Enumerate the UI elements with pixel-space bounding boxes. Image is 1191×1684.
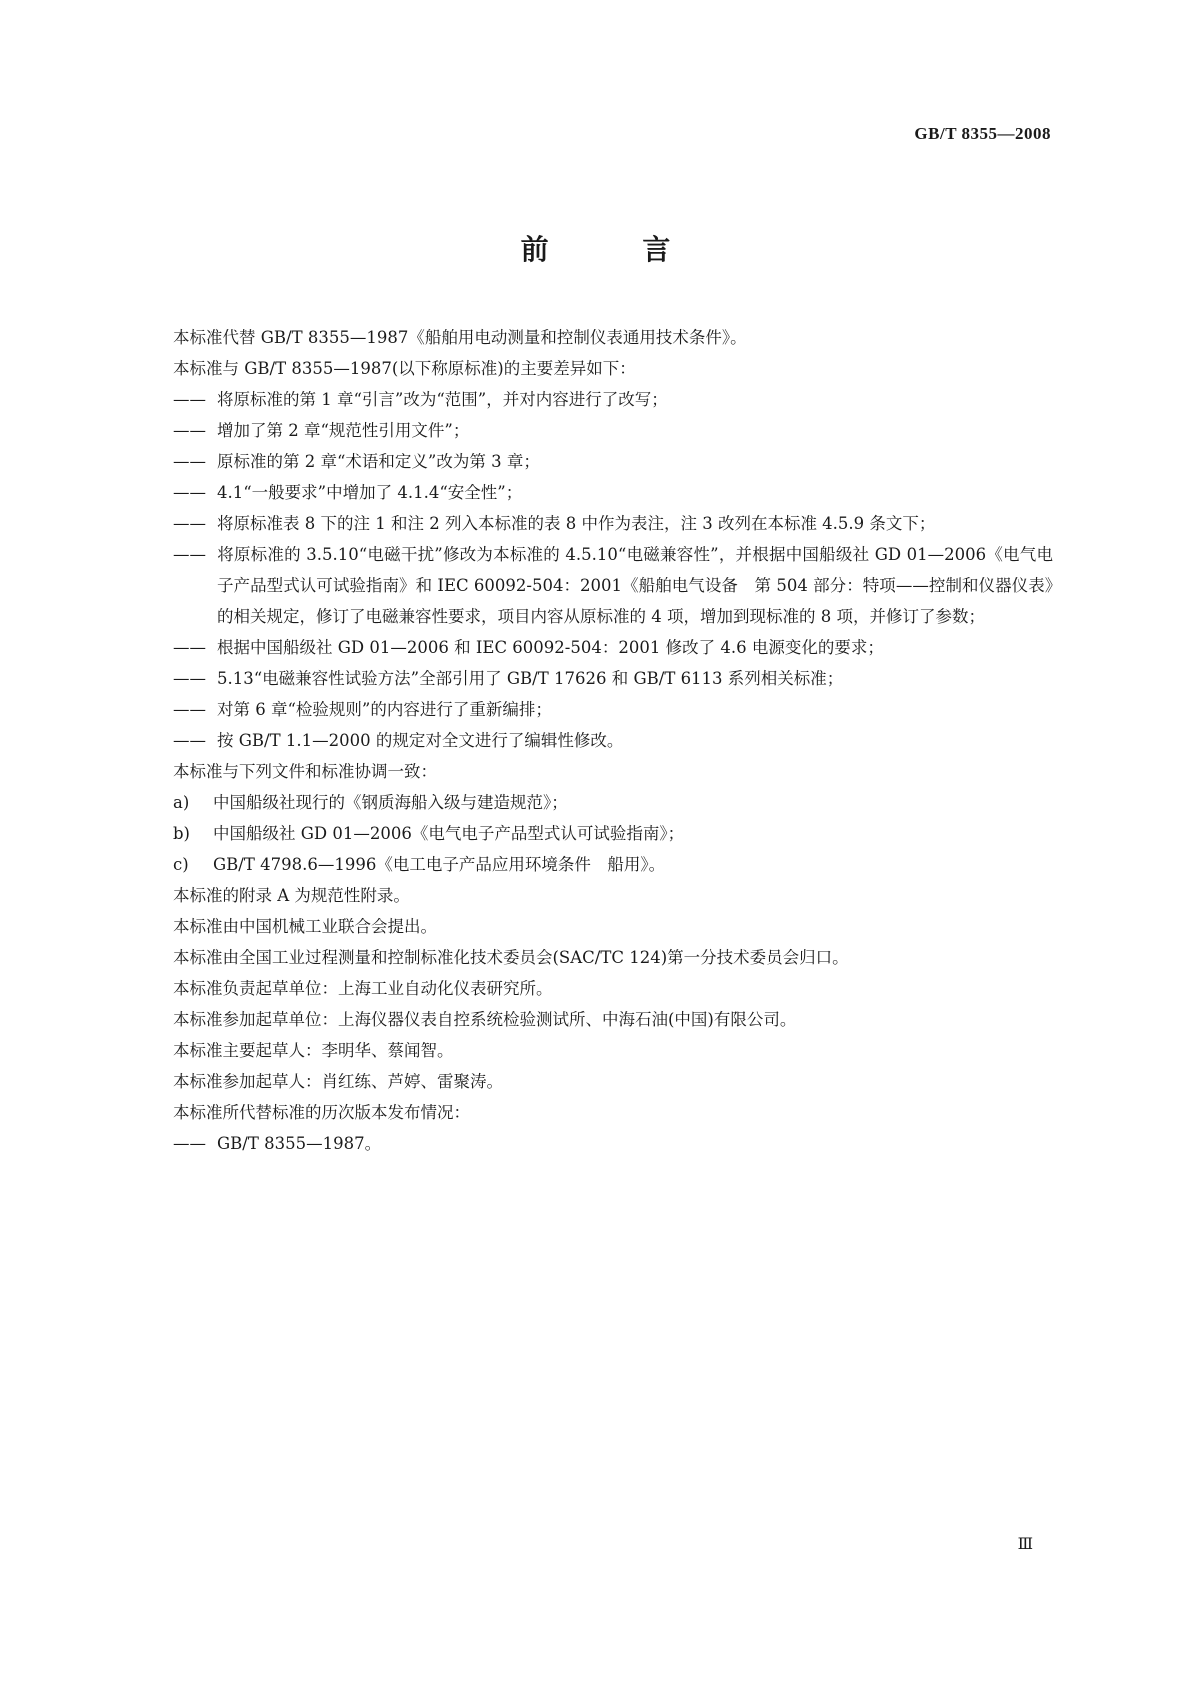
change-item <box>173 477 1053 508</box>
change-item-text: 根据中国船级社 GD 01—2006 和 IEC 60092-504：2001 修改了 4.6 电源变化的要求； <box>217 638 884 657</box>
change-item-text: 5.13“电磁兼容性试验方法”全部引用了 GB/T 17626 和 GB/T 6113 系列相关标准； <box>217 669 844 688</box>
dash-mark: —— <box>173 700 206 719</box>
dash-mark: —— <box>173 421 206 440</box>
dash-mark: —— <box>173 390 206 409</box>
reference-item <box>173 818 1053 849</box>
reference-item <box>173 849 1053 880</box>
paragraph-annex: 本标准的附录 A 为规范性附录。 <box>173 886 410 905</box>
change-item <box>173 384 1053 415</box>
paragraph-participating-units: 本标准参加起草单位：上海仪器仪表自控系统检验测试所、中海石油(中国)有限公司。 <box>173 1010 797 1029</box>
change-item <box>173 663 1053 694</box>
standard-code: GB/T 8355—2008 <box>914 124 1051 143</box>
change-item <box>173 725 1053 756</box>
dash-mark: —— <box>173 452 206 471</box>
paragraph-drafting-unit: 本标准负责起草单位：上海工业自动化仪表研究所。 <box>173 979 553 998</box>
reference-label: a) <box>173 793 190 812</box>
dash-mark: —— <box>173 638 206 657</box>
change-item-text: 按 GB/T 1.1—2000 的规定对全文进行了编辑性修改。 <box>217 731 624 750</box>
change-item <box>173 539 1053 632</box>
change-item-text: 将原标准的 3.5.10“电磁干扰”修改为本标准的 4.5.10“电磁兼容性”，并根据中国船级社 GD 01—2006《电气电子产品型式认可试验指南》和 IEC 60092-504：2001《船舶电气设备 第 504 部分：特项——控制和仪器仪表》的相关规定，修订了电磁兼容性要求，项目内容从原标准的 4 项，增加到现标准的 8 项，并修订了参数； <box>217 545 1053 626</box>
page-title: 前 言 <box>520 233 713 266</box>
paragraph-main-drafters: 本标准主要起草人：李明华、蔡闻智。 <box>173 1041 454 1060</box>
change-item-text: 4.1“一般要求”中增加了 4.1.4“安全性”； <box>217 483 523 502</box>
change-item <box>173 632 1053 663</box>
dash-mark: —— <box>173 669 206 688</box>
reference-label: c) <box>173 855 189 874</box>
dash-mark: —— <box>173 545 206 564</box>
change-item-text: 对第 6 章“检验规则”的内容进行了重新编排； <box>217 700 552 719</box>
foreword-body <box>173 322 1053 1159</box>
reference-item <box>173 787 1053 818</box>
reference-text: 中国船级社现行的《钢质海船入级与建造规范》； <box>213 793 568 812</box>
change-item <box>173 415 1053 446</box>
change-item-text: 将原标准的第 1 章“引言”改为“范围”，并对内容进行了改写； <box>217 390 668 409</box>
change-item <box>173 694 1053 725</box>
change-item-text: 原标准的第 2 章“术语和定义”改为第 3 章； <box>217 452 540 471</box>
reference-text: 中国船级社 GD 01—2006《电气电子产品型式认可试验指南》； <box>213 824 685 843</box>
paragraph-committee: 本标准由全国工业过程测量和控制标准化技术委员会(SAC/TC 124)第一分技术委员会归口。 <box>173 948 849 967</box>
dash-mark: —— <box>173 483 206 502</box>
previous-version-item <box>173 1128 1053 1159</box>
dash-mark: —— <box>173 731 206 750</box>
previous-version-text: GB/T 8355—1987。 <box>217 1134 382 1153</box>
change-item-text: 增加了第 2 章“规范性引用文件”； <box>217 421 470 440</box>
reference-label: b) <box>173 824 190 843</box>
paragraph-proposer: 本标准由中国机械工业联合会提出。 <box>173 917 437 936</box>
paragraph-replacement: 本标准代替 GB/T 8355—1987《船舶用电动测量和控制仪表通用技术条件》。 <box>173 328 747 347</box>
page-number: Ⅲ <box>1017 1536 1033 1553</box>
dash-mark: —— <box>173 514 206 533</box>
paragraph-coordination: 本标准与下列文件和标准协调一致： <box>173 762 437 781</box>
dash-mark: —— <box>173 1134 206 1153</box>
paragraph-differences-intro: 本标准与 GB/T 8355—1987(以下称原标准)的主要差异如下： <box>173 359 636 378</box>
change-item <box>173 446 1053 477</box>
change-item <box>173 508 1053 539</box>
reference-text: GB/T 4798.6—1996《电工电子产品应用环境条件 船用》。 <box>213 855 666 874</box>
paragraph-previous-versions: 本标准所代替标准的历次版本发布情况： <box>173 1103 470 1122</box>
paragraph-participating-drafters: 本标准参加起草人：肖红练、芦婷、雷聚涛。 <box>173 1072 503 1091</box>
change-item-text: 将原标准表 8 下的注 1 和注 2 列入本标准的表 8 中作为表注，注 3 改列在本标准 4.5.9 条文下； <box>217 514 936 533</box>
